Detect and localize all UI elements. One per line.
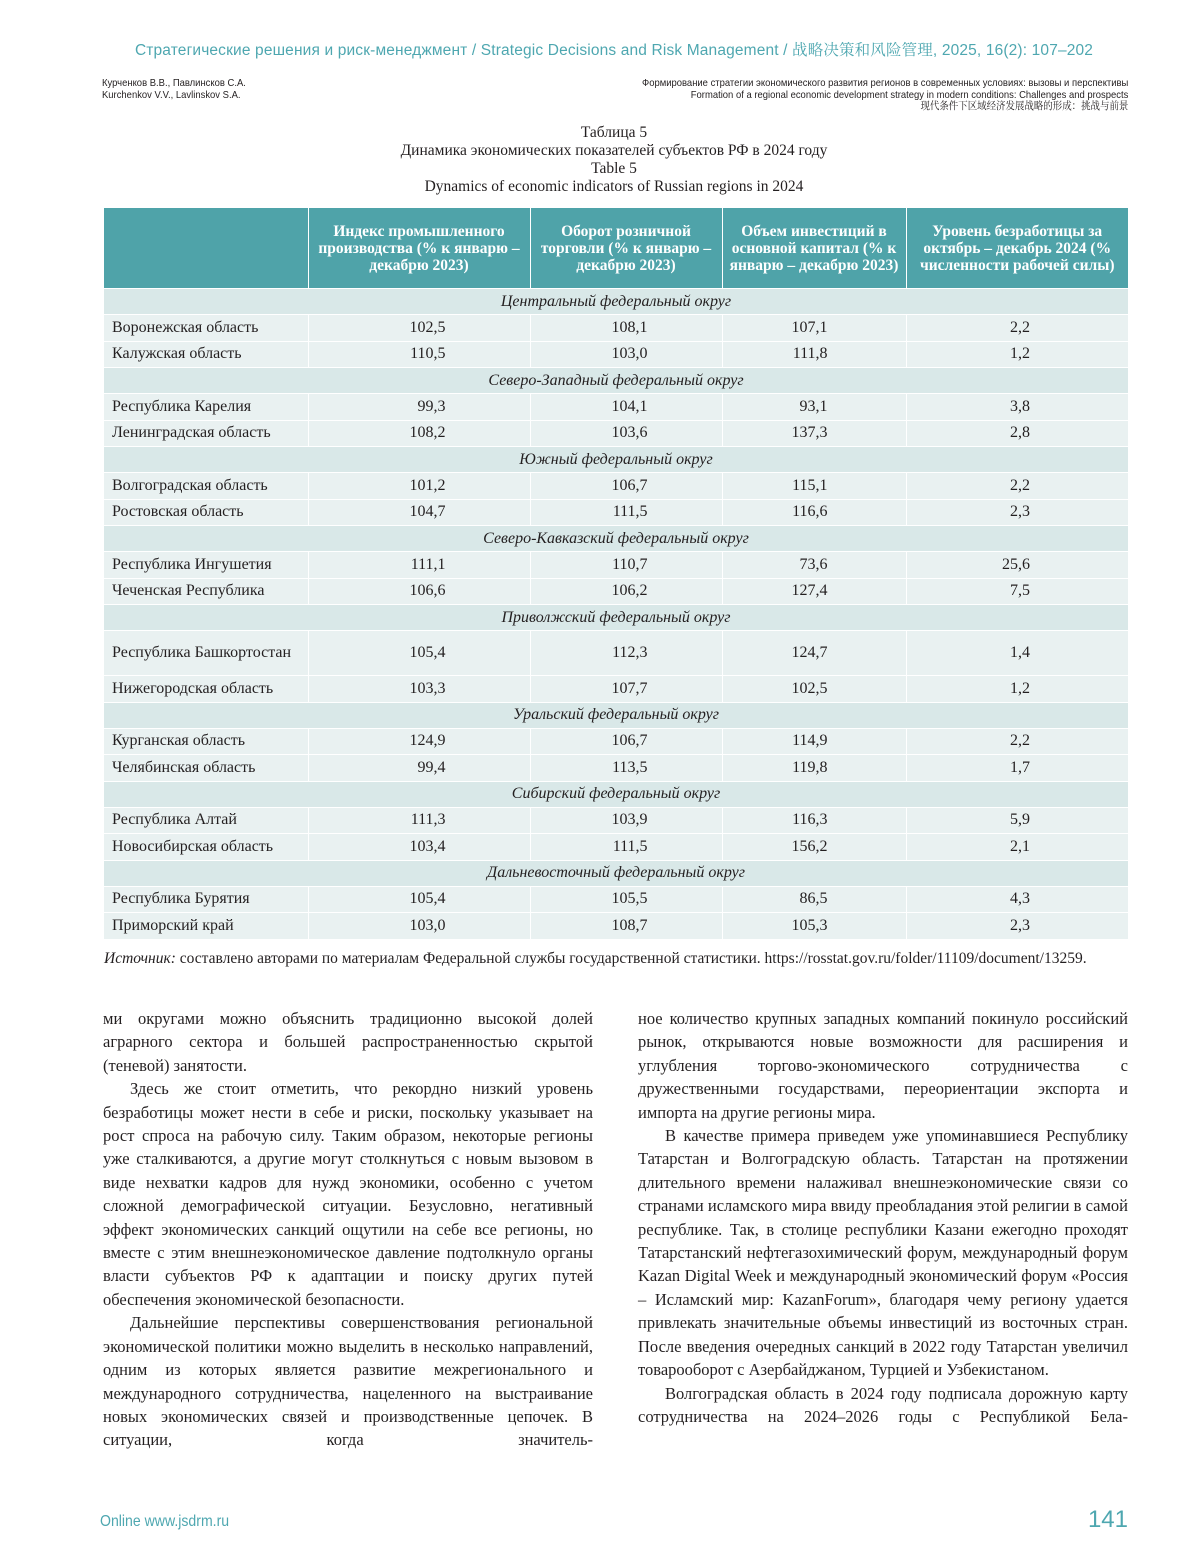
cell-unemployment: 1,2 <box>906 676 1128 703</box>
article-title-zh: 现代条件下区域经济发展战略的形成：挑战与前景 <box>920 100 1128 112</box>
cell-region: Челябинская область <box>104 755 308 782</box>
body-paragraph: Дальнейшие перспективы совершенствования региональной экономической политики можно выделить в несколько направлений, одним из которых является развитие межрегионального и международного сотрудничества, нацеленного на выстраивание новых экономических связей и производственные цепочек. В ситуации, когда значитель- <box>103 1313 593 1450</box>
table-row <box>104 394 1128 421</box>
cell-investment: 93,1 <box>722 394 906 421</box>
cell-industrial-index: 104,7 <box>308 499 530 526</box>
cell-unemployment: 2,3 <box>906 499 1128 526</box>
page-number: 141 <box>1087 1506 1128 1533</box>
cell-investment: 156,2 <box>722 834 906 861</box>
body-paragraph: В качестве примера приведем уже упоминавшиеся Республику Татарстан и Волгоградскую область. Татарстан на протяжении длительного времени налаживал внешнеэкономические связи со странами исламского мира ввиду преобладания этой религии в самой республике. Так, в столице республики Казани ежегодно проходят Татарстанский нефтегазохимический форум, международный форум Kazan Digital Week и международный экономический форум «Россия – Исламский мир: KazanForum», благодаря чему региону удается привлекать значительные объемы инвестиций из восточных стран. После введения очередных санкций в 2022 году Татарстан увеличил товарооборот с Азербайджаном, Турцией и Узбекистаном. <box>638 1126 1128 1380</box>
body-paragraph: Здесь же стоит отметить, что рекордно низкий уровень безработицы может нести в себе и риски, поскольку указывает на рост спроса на рабочую силу. Таким образом, некоторые регионы уже сталкиваются, а другие могут столкнуться с новым вызовом в виде нехватки кадров для нужд экономики, особенно с учетом сложной демографической ситуации. Безусловно, негативный эффект экономических санкций ощутили на себе все регионы, но вместе с этим внешнеэкономическое давление подтолкнуло органы власти субъектов РФ к адаптации и поиску других путей обеспечения экономической безопасности. <box>103 1079 593 1309</box>
cell-investment: 127,4 <box>722 578 906 605</box>
article-title-ru: Формирование стратегии экономического развития регионов в современных условиях: вызовы и перспективы <box>641 77 1128 89</box>
cell-unemployment: 2,2 <box>906 473 1128 500</box>
table-row <box>104 728 1128 755</box>
table-title-ru: Динамика экономических показателей субъектов РФ в 2024 году <box>400 142 828 159</box>
cell-region: Республика Башкортостан <box>104 631 308 676</box>
cell-region: Приморский край <box>104 913 308 939</box>
source-label: Источник: <box>104 950 176 967</box>
cell-region: Калужская область <box>104 341 308 368</box>
table-source-note <box>104 949 1128 968</box>
article-title-en: Formation of a regional economic development strategy in modern conditions: Challenges and prospects <box>690 88 1128 101</box>
cell-industrial-index: 101,2 <box>308 473 530 500</box>
economic-indicators-table <box>104 208 1128 939</box>
cell-unemployment: 1,2 <box>906 341 1128 368</box>
district-name: Северо-Западный федеральный округ <box>104 368 1128 394</box>
cell-retail-turnover: 106,7 <box>530 473 722 500</box>
cell-region: Республика Бурятия <box>104 886 308 913</box>
district-name: Сибирский федеральный округ <box>104 781 1128 807</box>
source-text: составлено авторами по материалам Федеральной службы государственной статистики. https://rosstat.gov.ru/folder/11109/document/13259. <box>175 950 1087 967</box>
cell-industrial-index: 111,3 <box>308 807 530 834</box>
table-row <box>104 473 1128 500</box>
body-paragraph: ное количество крупных западных компаний покинуло российский рынок, открываются новые возможности для расширения и углубления торгово-экономического сотрудничества с дружественными государствами, переориентации экспорта и импорта на другие регионы мира. <box>638 1009 1128 1122</box>
table-body <box>104 289 1128 939</box>
article-title-block <box>642 78 1128 113</box>
cell-retail-turnover: 110,7 <box>530 552 722 579</box>
footer-website: Online www.jsdrm.ru <box>100 1513 230 1530</box>
body-column-right <box>638 1007 1128 1428</box>
table-row <box>104 578 1128 605</box>
cell-industrial-index: 111,1 <box>308 552 530 579</box>
cell-unemployment: 2,3 <box>906 913 1128 939</box>
cell-retail-turnover: 108,1 <box>530 315 722 342</box>
cell-retail-turnover: 103,6 <box>530 420 722 447</box>
table-number-en: Table 5 <box>591 160 637 177</box>
district-row <box>104 447 1128 473</box>
cell-unemployment: 1,4 <box>906 631 1128 676</box>
cell-unemployment: 4,3 <box>906 886 1128 913</box>
district-row <box>104 289 1128 315</box>
district-name: Уральский федеральный округ <box>104 702 1128 728</box>
cell-investment: 102,5 <box>722 676 906 703</box>
cell-industrial-index: 99,4 <box>308 755 530 782</box>
cell-region: Волгоградская область <box>104 473 308 500</box>
cell-region: Ленинградская область <box>104 420 308 447</box>
column-header-unemployment: Уровень безработицы за октябрь – декабрь 2024 (% численности рабочей силы) <box>906 208 1128 289</box>
journal-running-header: Стратегические решения и риск-менеджмент / Strategic Decisions and Risk Management / 战略决策和风险管理, 2025, 16(2): 107–202 <box>134 42 1094 59</box>
authors-en: Kurchenkov V.V., Lavlinskov S.A. <box>102 88 241 101</box>
table-row <box>104 913 1128 939</box>
table-row <box>104 807 1128 834</box>
cell-region: Новосибирская область <box>104 834 308 861</box>
cell-unemployment: 2,2 <box>906 728 1128 755</box>
cell-retail-turnover: 105,5 <box>530 886 722 913</box>
table-row <box>104 420 1128 447</box>
cell-retail-turnover: 113,5 <box>530 755 722 782</box>
district-name: Центральный федеральный округ <box>104 289 1128 315</box>
cell-industrial-index: 124,9 <box>308 728 530 755</box>
district-row <box>104 605 1128 631</box>
table-row <box>104 341 1128 368</box>
cell-investment: 116,3 <box>722 807 906 834</box>
cell-investment: 111,8 <box>722 341 906 368</box>
table-row <box>104 834 1128 861</box>
cell-retail-turnover: 107,7 <box>530 676 722 703</box>
cell-region: Ростовская область <box>104 499 308 526</box>
table-row <box>104 552 1128 579</box>
column-header-industrial-index: Индекс промышленного производства (% к январю – декабрю 2023) <box>308 208 530 289</box>
cell-investment: 105,3 <box>722 913 906 939</box>
cell-investment: 116,6 <box>722 499 906 526</box>
cell-retail-turnover: 103,9 <box>530 807 722 834</box>
cell-unemployment: 1,7 <box>906 755 1128 782</box>
cell-unemployment: 2,8 <box>906 420 1128 447</box>
cell-unemployment: 7,5 <box>906 578 1128 605</box>
cell-unemployment: 2,2 <box>906 315 1128 342</box>
cell-investment: 124,7 <box>722 631 906 676</box>
table-row <box>104 315 1128 342</box>
cell-region: Республика Алтай <box>104 807 308 834</box>
cell-investment: 86,5 <box>722 886 906 913</box>
cell-industrial-index: 99,3 <box>308 394 530 421</box>
cell-unemployment: 2,1 <box>906 834 1128 861</box>
district-name: Южный федеральный округ <box>104 447 1128 473</box>
cell-industrial-index: 108,2 <box>308 420 530 447</box>
cell-region: Курганская область <box>104 728 308 755</box>
cell-investment: 73,6 <box>722 552 906 579</box>
cell-retail-turnover: 106,2 <box>530 578 722 605</box>
district-row <box>104 526 1128 552</box>
table-title-en: Dynamics of economic indicators of Russian regions in 2024 <box>424 178 804 195</box>
cell-retail-turnover: 111,5 <box>530 834 722 861</box>
column-header-investment: Объем инвестиций в основной капитал (% к январю – декабрю 2023) <box>722 208 906 289</box>
cell-region: Воронежская область <box>104 315 308 342</box>
cell-industrial-index: 103,0 <box>308 913 530 939</box>
cell-region: Чеченская Республика <box>104 578 308 605</box>
authors-ru: Курченков В.В., Павлинсков С.А. <box>102 77 246 89</box>
cell-region: Республика Карелия <box>104 394 308 421</box>
table-row <box>104 676 1128 703</box>
cell-industrial-index: 105,4 <box>308 886 530 913</box>
district-name: Дальневосточный федеральный округ <box>104 860 1128 886</box>
district-name: Приволжский федеральный округ <box>104 605 1128 631</box>
cell-retail-turnover: 104,1 <box>530 394 722 421</box>
district-name: Северо-Кавказский федеральный округ <box>104 526 1128 552</box>
table-row <box>104 755 1128 782</box>
cell-industrial-index: 102,5 <box>308 315 530 342</box>
body-paragraph: ми округами можно объяснить традиционно высокой долей аграрного сектора и большей распространенностью скрытой (теневой) занятости. <box>103 1009 593 1075</box>
column-header-retail-turnover: Оборот розничной торговли (% к январю – декабрю 2023) <box>530 208 722 289</box>
table-row <box>104 499 1128 526</box>
cell-region: Нижегородская область <box>104 676 308 703</box>
cell-retail-turnover: 112,3 <box>530 631 722 676</box>
cell-industrial-index: 105,4 <box>308 631 530 676</box>
cell-industrial-index: 103,3 <box>308 676 530 703</box>
cell-unemployment: 5,9 <box>906 807 1128 834</box>
cell-unemployment: 25,6 <box>906 552 1128 579</box>
cell-retail-turnover: 111,5 <box>530 499 722 526</box>
table-caption <box>100 124 1128 196</box>
cell-investment: 119,8 <box>722 755 906 782</box>
cell-industrial-index: 106,6 <box>308 578 530 605</box>
cell-investment: 114,9 <box>722 728 906 755</box>
district-row <box>104 702 1128 728</box>
table-header-row <box>104 208 1128 289</box>
cell-unemployment: 3,8 <box>906 394 1128 421</box>
cell-retail-turnover: 103,0 <box>530 341 722 368</box>
table-row <box>104 886 1128 913</box>
body-column-left <box>103 1007 593 1452</box>
district-row <box>104 368 1128 394</box>
district-row <box>104 860 1128 886</box>
cell-retail-turnover: 106,7 <box>530 728 722 755</box>
cell-investment: 107,1 <box>722 315 906 342</box>
column-header-region <box>104 208 308 289</box>
body-paragraph: Волгоградская область в 2024 году подписала дорожную карту сотрудничества на 2024–2026 годы с Республикой Бела- <box>638 1383 1128 1426</box>
district-row <box>104 781 1128 807</box>
cell-industrial-index: 103,4 <box>308 834 530 861</box>
cell-industrial-index: 110,5 <box>308 341 530 368</box>
cell-region: Республика Ингушетия <box>104 552 308 579</box>
cell-investment: 115,1 <box>722 473 906 500</box>
table-number-ru: Таблица 5 <box>580 124 648 141</box>
table-row <box>104 631 1128 676</box>
authors-block <box>102 78 246 101</box>
cell-retail-turnover: 108,7 <box>530 913 722 939</box>
cell-investment: 137,3 <box>722 420 906 447</box>
